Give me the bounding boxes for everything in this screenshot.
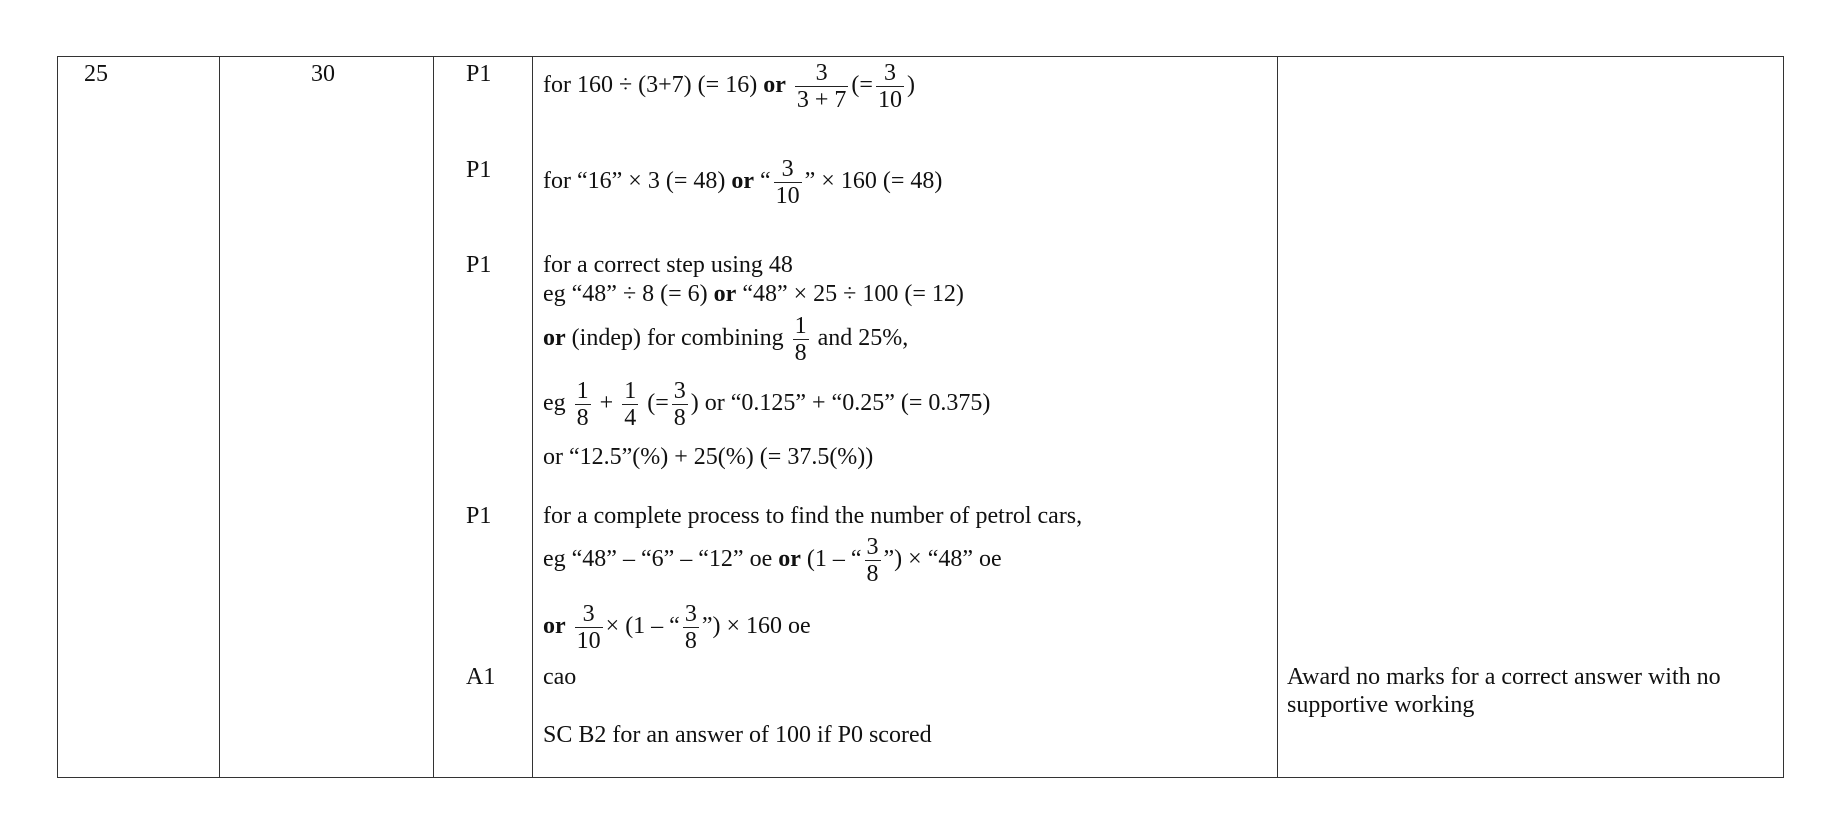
denominator: 10 — [877, 87, 902, 113]
denominator: 8 — [684, 628, 697, 654]
mark3-text: (indep) for combining — [571, 325, 784, 352]
mark-code: P1 — [466, 252, 492, 278]
column-divider — [433, 57, 434, 777]
or-keyword: or — [763, 72, 786, 99]
denominator: 8 — [794, 340, 807, 366]
mark1-guidance — [543, 60, 915, 113]
mark3-text: ) or “0.125” + “0.25” (= 0.375) — [690, 390, 991, 417]
mark4-line — [543, 601, 811, 654]
mark4-text: (1 – “ — [806, 546, 862, 573]
numerator: 1 — [576, 378, 589, 404]
mark4-text: eg “48” – “6” – “12” oe — [543, 546, 773, 573]
mark-code: P1 — [466, 503, 492, 529]
column-divider — [1277, 57, 1278, 777]
fraction — [575, 601, 603, 654]
mark4-text: ”) × “48” oe — [883, 546, 1002, 573]
mark-code: P1 — [466, 61, 492, 87]
or-keyword: or — [778, 546, 801, 573]
mark2-guidance — [543, 156, 942, 209]
mark3-text: and 25%, — [817, 325, 909, 352]
mark4-line — [543, 534, 1002, 587]
denominator: 8 — [673, 405, 686, 431]
denominator: 10 — [576, 628, 601, 654]
denominator: 4 — [624, 405, 637, 431]
denominator: 10 — [775, 183, 800, 209]
or-keyword: or — [543, 325, 566, 352]
or-keyword: or — [543, 613, 566, 640]
fraction — [672, 378, 688, 431]
mark3-line — [543, 378, 990, 431]
guidance-line: supportive working — [1287, 692, 1475, 718]
guidance-line: Award no marks for a correct answer with no — [1287, 664, 1721, 690]
numerator: 1 — [794, 313, 807, 339]
mark-code: A1 — [466, 664, 496, 690]
fraction — [575, 378, 591, 431]
numerator: 3 — [575, 601, 603, 628]
mark4-text: × (1 – “ — [605, 613, 680, 640]
question-number: 25 — [84, 61, 108, 87]
mark2-text: ” × 160 (= 48) — [804, 168, 943, 195]
mark3-text: (= — [647, 390, 669, 417]
fraction — [622, 378, 638, 431]
mark3-line — [543, 313, 908, 366]
numerator: 3 — [876, 60, 904, 87]
denominator: 3 + 7 — [796, 87, 847, 113]
mark5-line: cao — [543, 664, 577, 690]
fraction — [793, 313, 809, 366]
numerator: 1 — [624, 378, 637, 404]
or-keyword: or — [731, 168, 754, 195]
fraction — [795, 60, 849, 113]
fraction — [876, 60, 904, 113]
mark2-text: for “16” × 3 (= 48) — [543, 168, 726, 195]
mark3-text: “48” × 25 ÷ 100 (= 12) — [742, 281, 964, 307]
mark3-text: eg — [543, 390, 566, 417]
denominator: 8 — [576, 405, 589, 431]
fraction — [774, 156, 802, 209]
mark5-line: SC B2 for an answer of 100 if P0 scored — [543, 722, 932, 748]
mark-code: P1 — [466, 157, 492, 183]
mark3-line — [543, 280, 964, 308]
numerator: 3 — [673, 378, 686, 404]
mark4-line: for a complete process to find the number of petrol cars, — [543, 503, 1083, 529]
answer-value: 30 — [311, 61, 335, 87]
mark1-text: ) — [906, 72, 915, 99]
numerator: 3 — [866, 534, 879, 560]
mark3-line: for a correct step using 48 — [543, 252, 793, 278]
mark4-text: ”) × 160 oe — [701, 613, 811, 640]
mark3-line: or “12.5”(%) + 25(%) (= 37.5(%)) — [543, 444, 874, 470]
mark3-text: eg “48” ÷ 8 (= 6) — [543, 281, 708, 307]
numerator: 3 — [684, 601, 697, 627]
column-divider — [532, 57, 533, 777]
mark1-text: (= — [851, 72, 873, 99]
or-keyword: or — [713, 281, 737, 307]
numerator: 3 — [795, 60, 849, 87]
numerator: 3 — [774, 156, 802, 183]
fraction — [865, 534, 881, 587]
denominator: 8 — [866, 561, 879, 587]
column-divider — [219, 57, 220, 777]
fraction — [683, 601, 699, 654]
mark3-text: + — [599, 390, 614, 417]
mark1-text: for 160 ÷ (3+7) (= 16) — [543, 72, 758, 99]
mark2-text: “ — [760, 168, 771, 195]
